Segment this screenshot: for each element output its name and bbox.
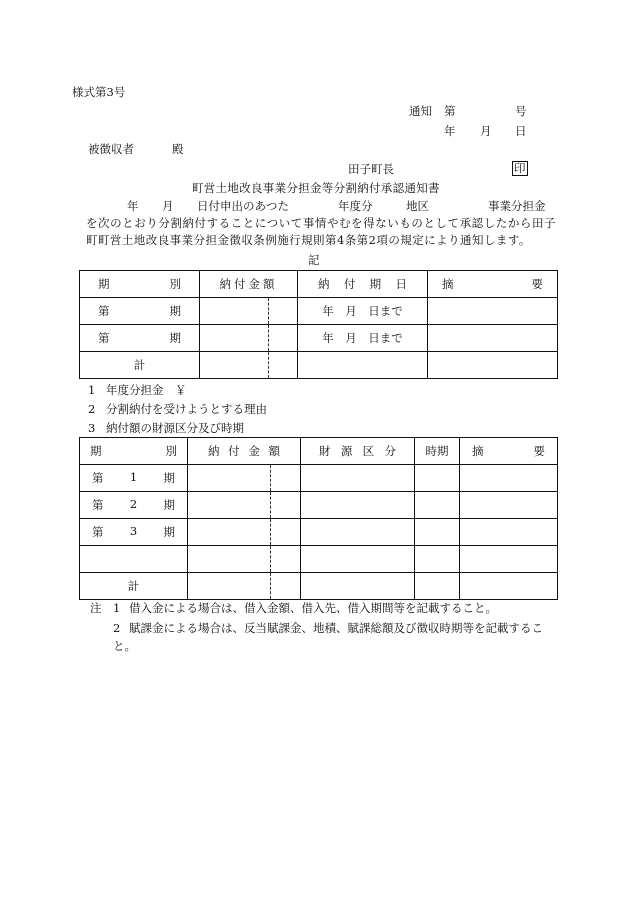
source-cell[interactable]	[301, 465, 415, 492]
header-source-4: 分	[384, 444, 396, 458]
item-2-text: 分割納付を受けようとする理由	[106, 402, 267, 416]
row-period-2: 期	[169, 331, 181, 345]
timing-cell[interactable]	[415, 492, 460, 519]
amount-fraction-cell[interactable]	[271, 519, 301, 546]
amount-cell[interactable]	[200, 298, 269, 325]
body-paragraph: を次のとおり分割納付することについて事情やむを得ないものとして承認したから田子町町営土地改良事業分担金徴収条例施行規則第4条第2項の規定により通知します。	[86, 216, 556, 247]
notice-label: 通知	[409, 104, 432, 118]
remarks-cell[interactable]	[460, 465, 558, 492]
amount-fraction-cell[interactable]	[271, 546, 301, 573]
item-3-number: 3	[88, 421, 96, 435]
seal-mark: 印	[514, 161, 526, 175]
amount-cell[interactable]	[188, 519, 271, 546]
date-month: 月	[480, 124, 492, 138]
sender-title: 田子町長	[348, 162, 394, 176]
row-period-1: 第	[92, 525, 104, 539]
remarks-cell[interactable]	[460, 519, 558, 546]
row-period-1: 第	[98, 304, 110, 318]
remarks-cell[interactable]	[428, 325, 558, 352]
notice-dai: 第	[444, 104, 456, 118]
source-cell[interactable]	[301, 492, 415, 519]
remarks-cell[interactable]	[428, 352, 558, 379]
header-due-2: 付	[343, 277, 356, 291]
remarks-cell[interactable]	[460, 546, 558, 573]
ki-heading: 記	[308, 253, 320, 267]
amount-fraction-cell[interactable]	[271, 492, 301, 519]
row-period-2: 2	[129, 497, 138, 511]
header-source-2: 源	[340, 444, 353, 458]
timing-cell[interactable]	[415, 573, 460, 600]
header-period-1: 期	[98, 277, 110, 291]
source-cell[interactable]	[301, 573, 415, 600]
body-tail: 事業分担金	[488, 199, 546, 213]
notes-label: 注	[90, 601, 102, 615]
addressee-label: 被徴収者	[88, 142, 134, 156]
header-amount: 納付金額	[200, 271, 298, 298]
period-cell[interactable]	[80, 546, 188, 573]
item-2-number: 2	[88, 402, 96, 416]
funding-source-table	[79, 437, 558, 600]
row-period-3: 期	[163, 498, 175, 512]
note-2-text: 賦課金による場合は、反当賦課金、地積、賦課総額及び徴収時期等を記載するこ	[129, 621, 543, 635]
body-fiscal-year: 年度分	[338, 199, 373, 213]
header-remarks-2: 要	[533, 444, 545, 458]
amount-fraction-cell[interactable]	[269, 352, 298, 379]
document-title: 町営土地改良事業分担金等分割納付承認通知書	[192, 181, 440, 195]
header-due-3: 期	[369, 277, 382, 291]
header-amount-3: 金	[248, 444, 260, 458]
body-text1: 日付申出のあつた	[197, 199, 289, 213]
row-period-3: 期	[163, 471, 175, 485]
row-period-3: 期	[163, 525, 175, 539]
header-remarks-1: 摘	[442, 277, 454, 291]
note-2-continuation: と。	[113, 639, 136, 653]
note-1-text: 借入金による場合は、借入金額、借入先、借入期間等を記載すること。	[129, 601, 497, 615]
body-year: 年	[127, 199, 139, 213]
total-label: 計	[80, 573, 188, 600]
table-header-row	[80, 271, 558, 298]
row-period-2: 3	[129, 524, 138, 538]
table-row	[80, 546, 558, 573]
item-3-text: 納付額の財源区分及び時期	[106, 421, 244, 435]
header-timing: 時期	[415, 438, 460, 465]
timing-cell[interactable]	[415, 519, 460, 546]
table-header-row	[80, 438, 558, 465]
row-period-2: 期	[169, 304, 181, 318]
remarks-cell[interactable]	[460, 492, 558, 519]
body-district: 地区	[406, 199, 429, 213]
table-row	[80, 298, 558, 325]
header-period-1: 期	[90, 444, 102, 458]
body-month: 月	[162, 199, 174, 213]
form-number: 様式第3号	[72, 85, 126, 99]
header-due-4: 日	[395, 277, 407, 291]
addressee-suffix: 殿	[172, 142, 184, 156]
due-cell[interactable]: 年 月 日まで	[298, 325, 428, 352]
amount-cell[interactable]	[188, 492, 271, 519]
timing-cell[interactable]	[415, 546, 460, 573]
row-period-2: 1	[129, 470, 138, 484]
item-1-number: 1	[88, 383, 96, 397]
header-due-1: 納	[318, 277, 330, 291]
amount-fraction-cell[interactable]	[271, 465, 301, 492]
row-period-1: 第	[98, 331, 110, 345]
table-total-row	[80, 573, 558, 600]
amount-fraction-cell[interactable]	[269, 325, 298, 352]
item-1-text: 年度分担金 ￥	[106, 383, 187, 397]
source-cell[interactable]	[301, 546, 415, 573]
timing-cell[interactable]	[415, 465, 460, 492]
table-row	[80, 519, 558, 546]
header-amount-1: 納	[208, 444, 220, 458]
amount-cell[interactable]	[188, 465, 271, 492]
notice-go: 号	[515, 104, 527, 118]
note-1-number: 1	[113, 601, 121, 615]
header-source-1: 財	[319, 444, 331, 458]
date-year: 年	[444, 124, 456, 138]
table-total-row	[80, 352, 558, 379]
total-label: 計	[80, 352, 200, 379]
amount-fraction-cell[interactable]	[271, 573, 301, 600]
amount-cell[interactable]	[200, 352, 269, 379]
amount-cell[interactable]	[188, 573, 271, 600]
header-period-2: 別	[169, 277, 181, 291]
table-row	[80, 465, 558, 492]
due-cell[interactable]	[298, 352, 428, 379]
row-period-1: 第	[92, 471, 104, 485]
header-amount-4: 額	[268, 444, 280, 458]
due-cell[interactable]: 年 月 日まで	[298, 298, 428, 325]
amount-cell[interactable]	[188, 546, 271, 573]
header-period-2: 別	[165, 444, 177, 458]
header-remarks-1: 摘	[472, 444, 484, 458]
remarks-cell[interactable]	[460, 573, 558, 600]
amount-cell[interactable]	[200, 325, 269, 352]
table-row	[80, 492, 558, 519]
note-2-number: 2	[113, 621, 121, 635]
source-cell[interactable]	[301, 519, 415, 546]
header-amount-2: 付	[228, 444, 240, 458]
remarks-cell[interactable]	[428, 298, 558, 325]
installment-table	[79, 270, 558, 379]
header-remarks-2: 要	[531, 277, 543, 291]
row-period-1: 第	[92, 498, 104, 512]
amount-fraction-cell[interactable]	[269, 298, 298, 325]
header-source-3: 区	[362, 444, 375, 458]
date-day: 日	[515, 124, 527, 138]
table-row	[80, 325, 558, 352]
